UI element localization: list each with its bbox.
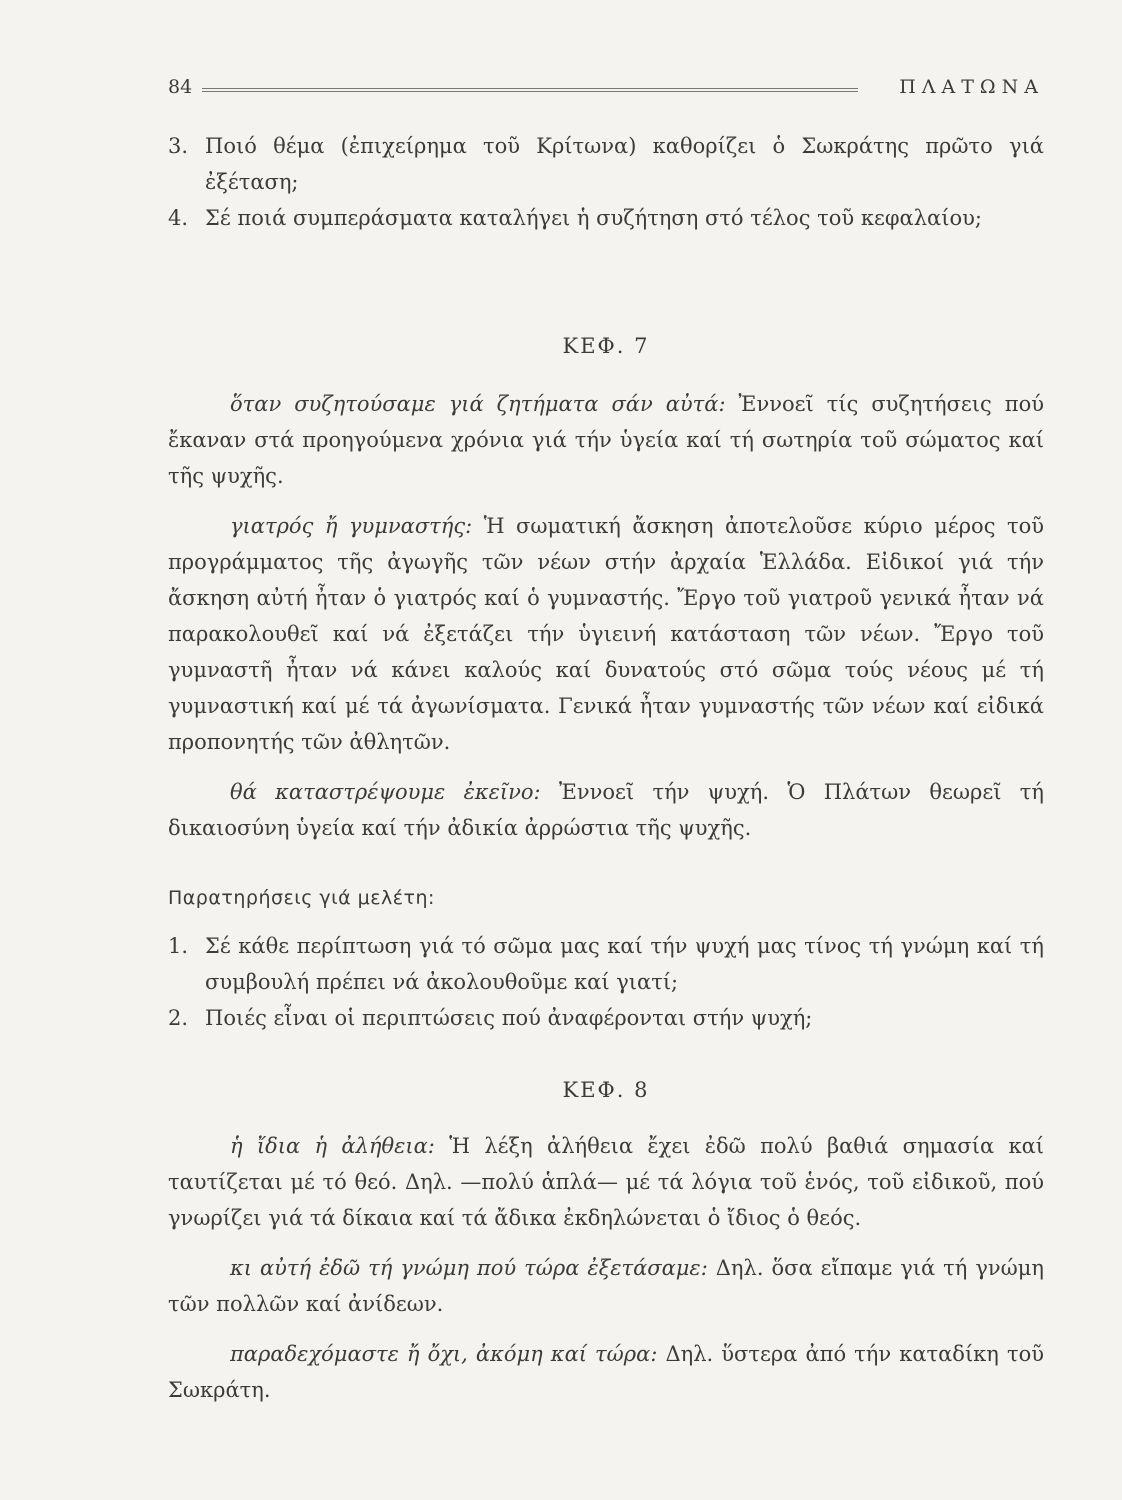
question-item: 3. Ποιό θέμα (ἐπιχείρημα τοῦ Κρίτωνα) καθορίζει ὁ Σωκράτης πρῶτο γιά ἐξέταση; <box>168 134 1044 194</box>
chapter-7-heading: ΚΕΦ. 7 <box>562 334 650 358</box>
running-title: ΠΛΑΤΩΝΑ <box>899 76 1044 98</box>
chapter-8-notes <box>168 1128 1044 1408</box>
chapter-8-heading: ΚΕΦ. 8 <box>562 1078 650 1102</box>
note-term: ὅταν συζητούσαμε γιά ζητήματα σάν αὐτά: <box>230 392 726 416</box>
question-item: 4. Σέ ποιά συμπεράσματα καταλήγει ἡ συζήτηση στό τέλος τοῦ κεφαλαίου; <box>168 206 982 230</box>
note-term: παραδεχόμαστε ἤ ὄχι, ἀκόμη καί τώρα: <box>230 1342 658 1366</box>
observations-list <box>168 928 1044 1036</box>
note-entry <box>168 1250 1044 1322</box>
note-entry <box>168 1128 1044 1236</box>
page-header <box>168 72 1044 102</box>
observations-title: Παρατηρήσεις γιά μελέτη: <box>168 887 435 909</box>
note-entry <box>168 508 1044 760</box>
page-number: 84 <box>168 76 193 98</box>
note-text: Δηλ. ὕστερα ἀπό τήν καταδίκη τοῦ Σωκράτη. <box>168 1342 1044 1402</box>
chapter-7-notes <box>168 386 1044 846</box>
note-term: ἡ ἴδια ἡ ἀλήθεια: <box>230 1134 435 1158</box>
note-term: θά καταστρέψουμε ἐκεῖνο: <box>230 780 541 804</box>
note-entry <box>168 1336 1044 1408</box>
note-text: Δηλ. ὅσα εἴπαμε γιά τή γνώμη τῶν πολλῶν καί ἀνίδεων. <box>168 1256 1044 1316</box>
note-entry <box>168 386 1044 494</box>
note-entry <box>168 774 1044 846</box>
note-text: Ἡ σωματική ἄσκηση ἀποτελοῦσε κύριο μέρος τοῦ προγράμματος τῆς ἀγωγῆς τῶν νέων στήν ἀρχαία Ἑλλάδα. Εἰδικοί γιά τήν ἄσκηση αὐτή ἦταν ὁ γιατρός καί ὁ γυμναστής. Ἔργο τοῦ γιατροῦ γενικά ἦταν νά παρακολουθεῖ καί νά ἐξετάζει τήν ὑγιεινή κατάσταση τῶν νέων. Ἔργο τοῦ γυμναστῆ ἦταν νά κάνει καλούς καί δυνατούς στό σῶμα τούς νέους μέ τή γυμναστική καί μέ τά ἀγωνίσματα. Γενικά ἦταν γυμναστής τῶν νέων καί εἰδικά προπονητής τῶν ἀθλητῶν. <box>168 514 1044 754</box>
header-rule <box>202 88 858 92</box>
note-text: Ἐννοεῖ τίς συζητήσεις πού ἔκαναν στά προηγούμενα χρόνια γιά τήν ὑγεία καί τή σωτηρία τοῦ σώματος καί τῆς ψυχῆς. <box>168 392 1045 488</box>
note-text: Ἡ λέξη ἀλήθεια ἔχει ἐδῶ πολύ βαθιά σημασία καί ταυτίζεται μέ τό θεό. Δηλ. —πολύ ἁπλά— μέ τά λόγια τοῦ ἑνός, τοῦ εἰδικοῦ, πού γνωρίζει γιά τά δίκαια καί τά ἄδικα ἐκδηλώνεται ὁ ἴδιος ὁ θεός. <box>168 1134 1044 1230</box>
note-text: Ἐννοεῖ τήν ψυχή. Ὁ Πλάτων θεωρεῖ τή δικαιοσύνη ὑγεία καί τήν ἀδικία ἀρρώστια τῆς ψυχῆς. <box>168 780 1044 840</box>
note-term: κι αὐτή ἐδῶ τή γνώμη πού τώρα ἐξετάσαμε: <box>230 1256 708 1280</box>
observation-item: 1. Σέ κάθε περίπτωση γιά τό σῶμα μας καί τήν ψυχή μας τίνος τή γνώμη καί τή συμβουλή πρέπει νά ἀκολουθοῦμε καί γιατί; <box>168 934 1044 994</box>
note-term: γιατρός ἤ γυμναστής: <box>230 514 473 538</box>
observation-item: 2. Ποιές εἶναι οἱ περιπτώσεις πού ἀναφέρονται στήν ψυχή; <box>168 1006 813 1030</box>
questions-top <box>168 128 1044 236</box>
